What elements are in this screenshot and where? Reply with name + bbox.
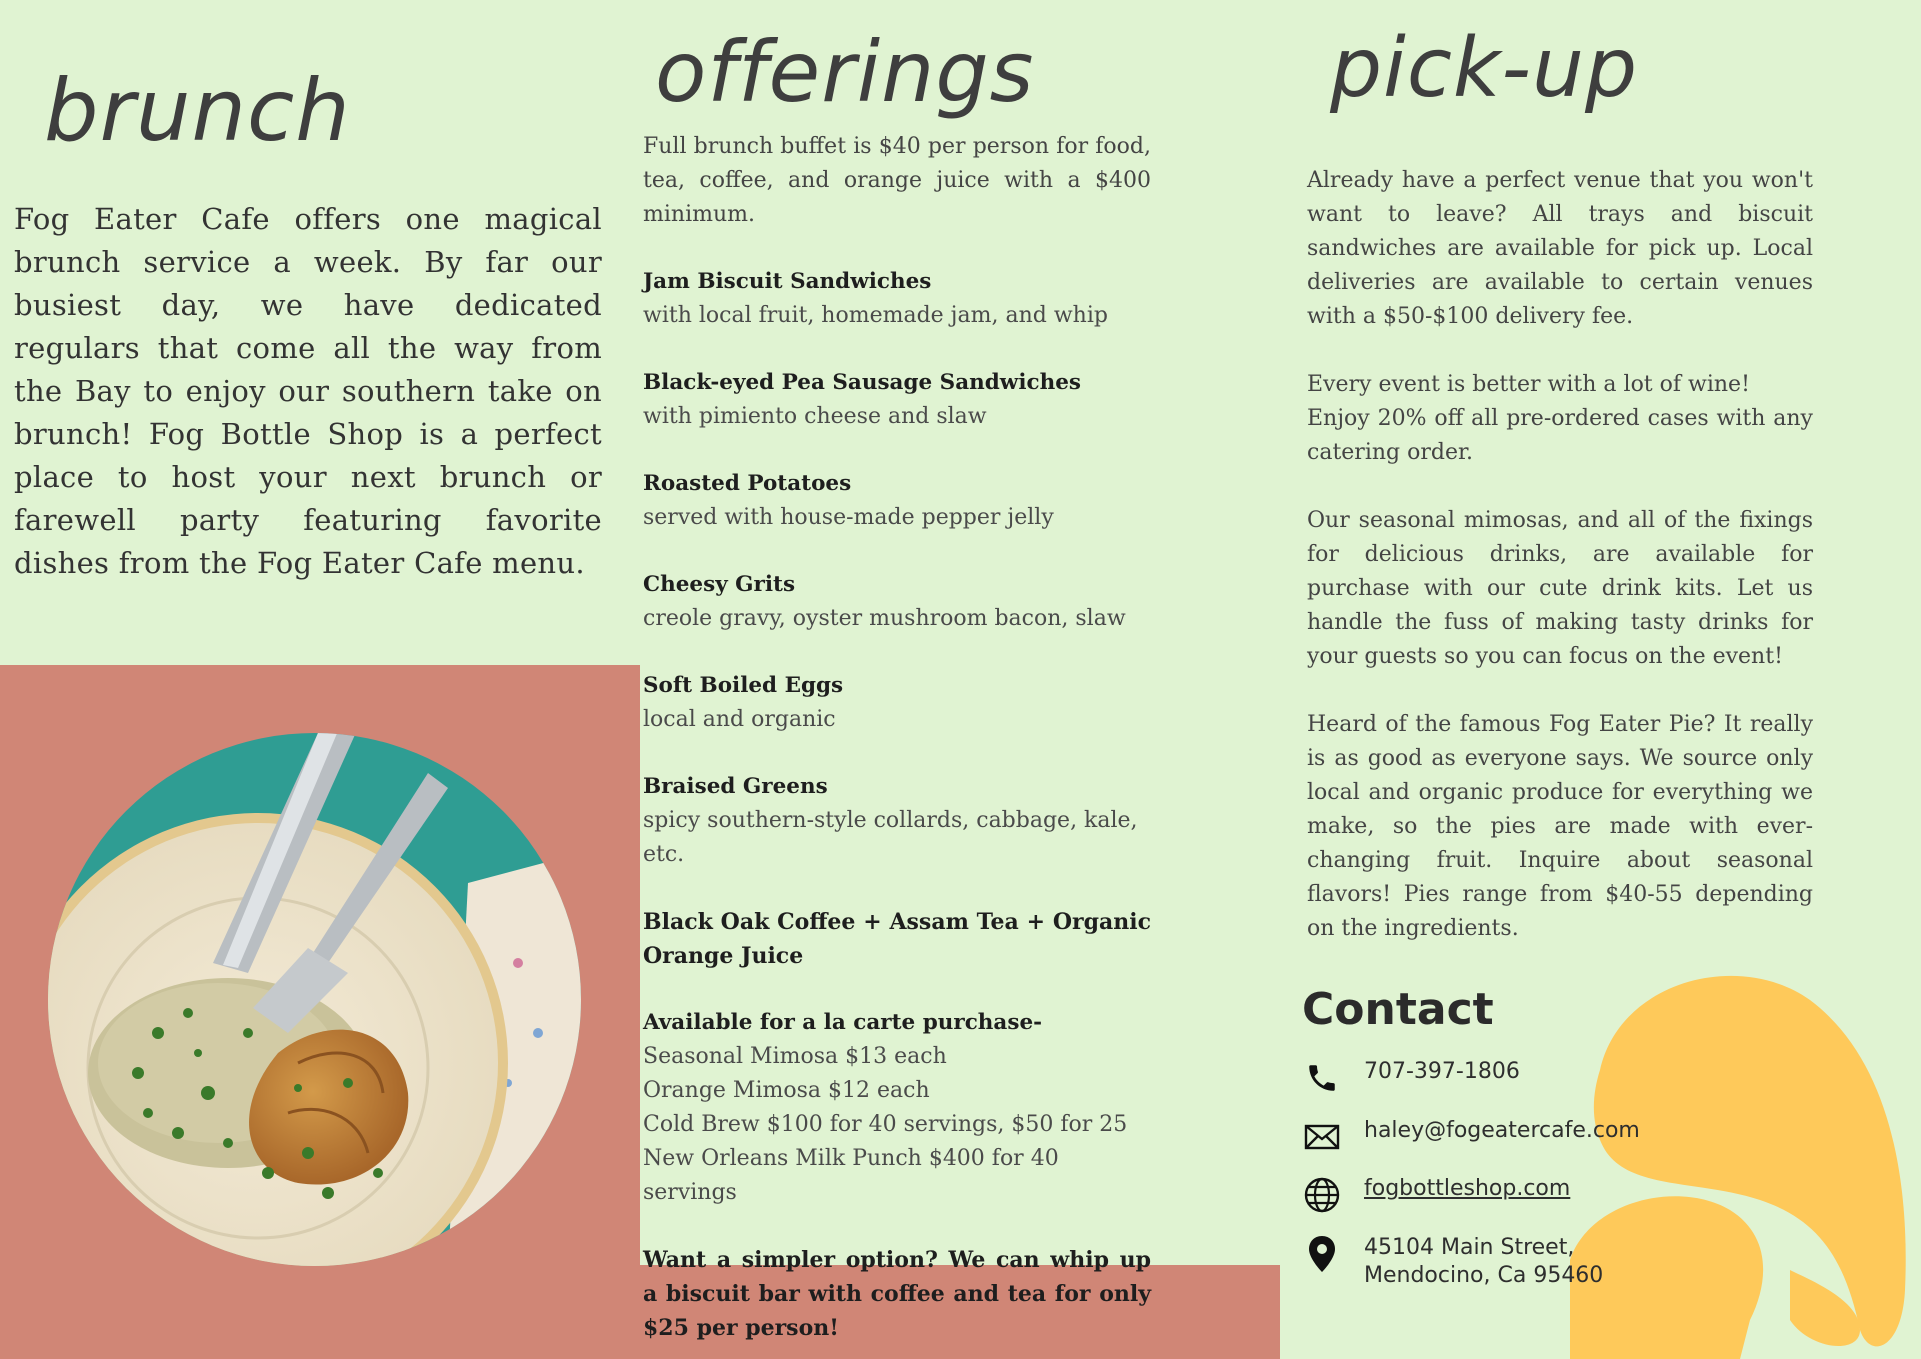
envelope-icon xyxy=(1302,1117,1342,1157)
pickup-paragraph: Already have a perfect venue that you won't want to leave? All trays and biscuit sandwiches are available for pick up. Local deliveries are available to certain venues with a $50-$100 delivery fee. xyxy=(1307,168,1813,329)
address-line-2: Mendocino, Ca 95460 xyxy=(1364,1263,1604,1288)
menu-item-name: Roasted Potatoes xyxy=(643,471,852,496)
simpler-option-note: Want a simpler option? We can whip up a biscuit bar with coffee and tea for only $25 per person! xyxy=(643,1247,1151,1341)
address-line-1: 45104 Main Street, xyxy=(1364,1235,1575,1260)
menu-item xyxy=(643,568,1151,636)
globe-icon xyxy=(1302,1175,1342,1215)
a-la-carte-line: Cold Brew $100 for 40 servings, $50 for 25 xyxy=(643,1112,1128,1137)
wine-line: Every event is better with a lot of wine! xyxy=(1307,372,1750,397)
menu-item-name: Jam Biscuit Sandwiches xyxy=(643,269,932,294)
brunch-plate-photo xyxy=(48,733,581,1266)
contact-website-row xyxy=(1302,1175,1570,1215)
menu-item-description: local and organic xyxy=(643,707,836,732)
contact-phone[interactable]: 707-397-1806 xyxy=(1364,1059,1520,1084)
contact-address xyxy=(1364,1234,1603,1290)
menu-item-name: Braised Greens xyxy=(643,774,828,799)
menu-item xyxy=(643,770,1151,872)
contact-title: Contact xyxy=(1302,984,1494,1035)
offerings-menu xyxy=(643,130,1151,1345)
menu-item-description: served with house-made pepper jelly xyxy=(643,505,1054,530)
menu-item xyxy=(643,669,1151,737)
contact-email-row xyxy=(1302,1117,1640,1157)
brunch-description: Fog Eater Cafe offers one magical brunch service a week. By far our busiest day, we have dedicated regulars that come all the way from the Bay to enjoy our southern take on brunch! Fog Bottle Shop is a perfect place to host your next brunch or farewell party featuring favorite dishes from the Fog Eater Cafe menu. xyxy=(14,202,602,580)
menu-item-name: Cheesy Grits xyxy=(643,572,796,597)
a-la-carte-line: Orange Mimosa $12 each xyxy=(643,1078,930,1103)
menu-item-description: with local fruit, homemade jam, and whip xyxy=(643,303,1108,328)
drink-kits-paragraph: Our seasonal mimosas, and all of the fixings for delicious drinks, are available for purchase with our cute drink kits. Let us handle the fuss of making tasty drinks for your guests so you can focus on the event! xyxy=(1307,508,1813,669)
pie-paragraph: Heard of the famous Fog Eater Pie? It really is as good as everyone says. We source only local and organic produce for everything we make, so the pies are made with ever-changing fruit. Inquire about seasonal flavors! Pies range from $40-55 depending on the ingredients. xyxy=(1307,712,1813,941)
menu-item-name: Soft Boiled Eggs xyxy=(643,673,844,698)
location-pin-icon xyxy=(1302,1234,1342,1274)
wine-discount-line: Enjoy 20% off all pre-ordered cases with any catering order. xyxy=(1307,406,1813,465)
contact-website-link[interactable]: fogbottleshop.com xyxy=(1364,1176,1571,1201)
menu-item xyxy=(643,366,1151,434)
phone-icon xyxy=(1302,1058,1342,1098)
pickup-section xyxy=(1307,164,1813,980)
a-la-carte-section xyxy=(643,1006,1151,1210)
a-la-carte-line: Seasonal Mimosa $13 each xyxy=(643,1044,947,1069)
wine-paragraph xyxy=(1307,368,1813,470)
menu-item-description: with pimiento cheese and slaw xyxy=(643,404,987,429)
menu-item-description: creole gravy, oyster mushroom bacon, slaw xyxy=(643,606,1126,631)
contact-phone-row xyxy=(1302,1058,1520,1098)
brunch-title: brunch xyxy=(44,61,351,161)
drinks-included: Black Oak Coffee + Assam Tea + Organic Orange Juice xyxy=(643,909,1151,969)
menu-item xyxy=(643,265,1151,333)
offerings-title: offerings xyxy=(655,23,1035,121)
yellow-blob-decoration xyxy=(1560,960,1921,1359)
menu-item-name: Black-eyed Pea Sausage Sandwiches xyxy=(643,370,1081,395)
a-la-carte-line: New Orleans Milk Punch $400 for 40 servings xyxy=(643,1146,1059,1205)
contact-address-row xyxy=(1302,1234,1603,1290)
contact-email[interactable]: haley@fogeatercafe.com xyxy=(1364,1118,1640,1143)
offerings-intro: Full brunch buffet is $40 per person for food, tea, coffee, and orange juice with a $400 minimum. xyxy=(643,134,1151,227)
menu-item xyxy=(643,467,1151,535)
pickup-title: pick-up xyxy=(1330,21,1639,116)
menu-item-description: spicy southern-style collards, cabbage, kale, etc. xyxy=(643,808,1138,867)
a-la-carte-heading: Available for a la carte purchase- xyxy=(643,1010,1043,1035)
